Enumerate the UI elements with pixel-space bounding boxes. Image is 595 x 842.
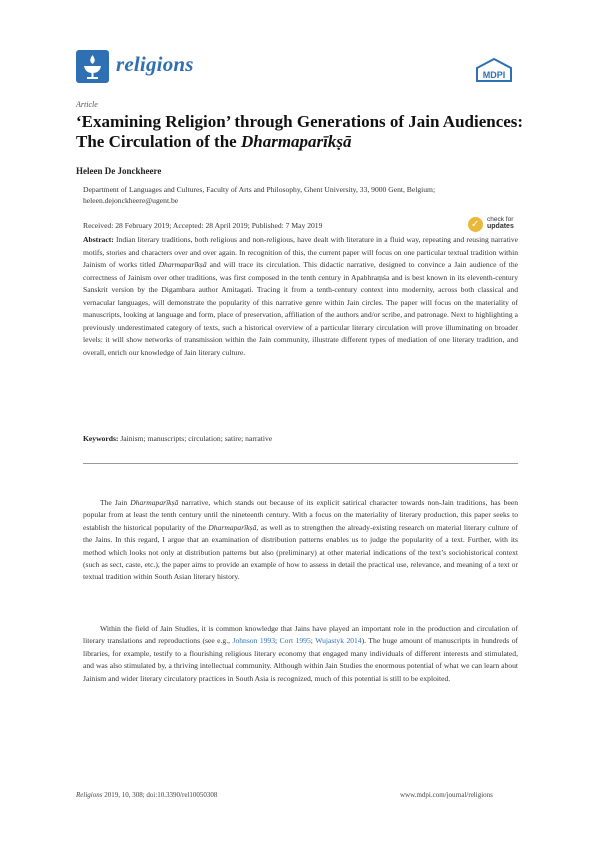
keywords-label: Keywords:: [83, 434, 119, 443]
citation-link-johnson[interactable]: Johnson 1993: [232, 636, 276, 646]
abstract-italic-1: Dharmaparīkṣā: [158, 260, 207, 269]
check-updates-line1: check for: [487, 216, 514, 223]
keywords-text: Jainism; manuscripts; circulation; satire; narrative: [118, 434, 273, 443]
abstract-text-2: and will trace its circulation. This didactic narrative, designed to convince a Jain audience of the correctness of Jainism over other traditions, was first composed in the tenth century in Apabhraṃśa and is best known in its eleventh-century Sanskrit version by the Digambara author Amitagati. Tracing it from a tenth-century context into modernity, across both classical and vernacular languages, will demonstrate the popularity of this narrative genre within Jain circles. The paper will focus on the materiality of manuscripts, looking at language and form, place of preservation, affiliation of the authors and/or scribe, and patronage. Next to highlighting a previously underestimated category of texts, such a historical overview of a particular literary circulation will prove illuminating on broader levels: it will show networks of transmission within the Jain community, illustrate different types of mediation of one literary tradition, and overall, enrich our knowledge of Jain literary culture.: [83, 260, 518, 357]
check-updates-circle: [468, 217, 483, 232]
citation-link-cort[interactable]: Cort 1995: [279, 636, 311, 646]
paper-title: [76, 112, 526, 152]
abstract-label: Abstract:: [83, 235, 114, 244]
footer-journal: Religions: [76, 791, 103, 799]
citation-link-wujastyk[interactable]: Wujastyk 2014: [315, 636, 362, 646]
footer-citation: [76, 791, 217, 799]
religions-logo-icon: [76, 50, 109, 83]
publication-dates: Received: 28 February 2019; Accepted: 28 April 2019; Published: 7 May 2019: [83, 221, 323, 230]
check-for-updates-button[interactable]: [468, 214, 528, 234]
author-list: Heleen De Jonckheere: [76, 166, 162, 176]
check-mark-icon: ✓: [471, 219, 480, 230]
mdpi-logo-text: MDPI: [482, 70, 506, 80]
footer-url[interactable]: www.mdpi.com/journal/religions: [400, 791, 493, 799]
abstract-text-1: Indian literary traditions, both religious and non-religious, have dealt with literature in a fluid way, repeating and reusing narrative motifs, stories and characters over and over again. In recognition of this, the current paper will focus on one particular textual tradition within Jainism of works titled: [83, 235, 518, 269]
title-italic: Dharmaparīkṣā: [240, 132, 352, 151]
keywords: [83, 434, 518, 443]
body-paragraph-2: Within the field of Jain Studies, it is common knowledge that Jains have played an important role in the production and circulation of literary translations and reproductions (see e.g., Johnson 1993; Cort 1995; Wujastyk 2014). The huge amount of manuscripts in hundreds of libraries, for example, testify to a flourishing religious literary economy that engaged many individuals of different interests and stimulated, and was also stimulated by, a thriving intellectual community. Although within Jain Studies the enormous potential of what we can learn about Jainism and wider literary circulatory practices in South Asia is recognized, much of this potential is still to be exploited.: [83, 624, 519, 683]
article-type: Article: [76, 100, 98, 109]
check-updates-line2: updates: [487, 223, 514, 230]
journal-name[interactable]: religions: [116, 52, 194, 76]
check-updates-text: [487, 216, 514, 230]
body-paragraph-1: The Jain Dharmaparīkṣā narrative, which stands out because of its explicit satirical character towards non-Jain traditions, has been popular from at least the tenth century until the nineteenth century. With a focus on the materiality of literary production, this paper seeks to establish the historical popularity of the Dharmaparīkṣā, as well as to strengthen the already-existing research on material literary culture of the Jains. In this regard, I argue that an examination of distribution patterns enables us to judge the popularity of a text. Further, with its method which looks not only at distribution patterns but also (preliminary) at other material indications of the text’s sociohistorical context (such as sect, caste, etc.), the paper aims to provide an example of how to assess in detail the practical use, relevance, and meaning of a text or textual tradition within South Asian literary history.: [83, 498, 518, 582]
author-affiliation: Department of Languages and Cultures, Faculty of Arts and Philosophy, Ghent University, 33, 9000 Gent, Belgium; heleen.dejonckheere@ugent.be: [83, 185, 436, 205]
mdpi-logo[interactable]: [473, 57, 515, 83]
abstract: [83, 234, 518, 359]
section-divider: [83, 463, 518, 464]
footer-citation-text: 2019, 10, 308; doi:10.3390/rel10050308: [102, 791, 218, 799]
title-main: ‘Examining Religion’ through Generations of Jain Audiences: The Circulation of the: [76, 112, 524, 151]
